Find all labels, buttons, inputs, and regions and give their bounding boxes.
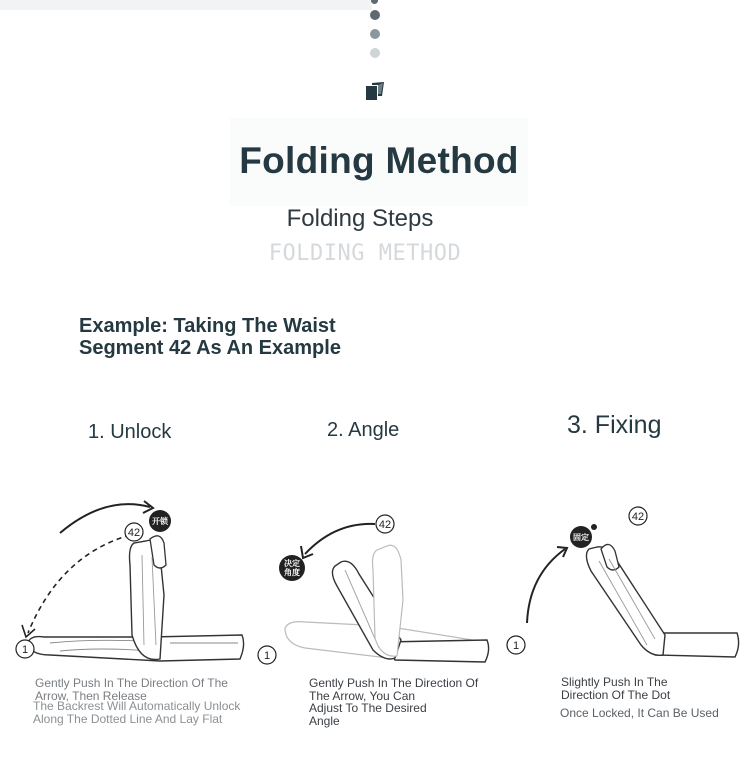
fold-icon <box>364 80 386 102</box>
example-line-2: Segment 42 As An Example <box>79 337 341 359</box>
pagination-dot-3 <box>370 29 380 39</box>
pagination-dot-4 <box>370 48 380 58</box>
step-2-label: 2. Angle <box>327 419 400 441</box>
segment-42-marker <box>376 515 394 533</box>
segment-number: 42 <box>378 519 392 531</box>
unlock-illustration <box>10 495 250 670</box>
position-number: 1 <box>21 644 29 656</box>
fixing-illustration <box>505 505 745 665</box>
example-caption <box>79 315 369 359</box>
unlock-badge-text: 开锁 <box>152 517 168 526</box>
step-1-result-line: The Backrest Will Automatically Unlock <box>33 699 241 713</box>
step-1-result-line: Along The Dotted Line And Lay Flat <box>33 711 223 726</box>
step-2-description-line: Angle <box>309 713 340 728</box>
fixing-badge <box>570 526 592 548</box>
angle-illustration <box>255 510 495 675</box>
step-1-description-line: Arrow, Then Release <box>35 688 147 703</box>
step-2-description <box>309 677 489 727</box>
step-3-label: 3. Fixing <box>567 411 662 439</box>
step-2-description-line: The Arrow, You Can <box>309 688 416 703</box>
segment-number: 42 <box>127 527 141 539</box>
step-2-description-line: Gently Push In The Direction Of <box>309 676 479 690</box>
angle-badge-text-2: 角度 <box>284 568 300 577</box>
page-title: Folding Method <box>230 118 528 206</box>
segment-number: 42 <box>631 511 645 523</box>
fixing-badge-text: 固定 <box>573 533 589 542</box>
position-number: 1 <box>512 640 520 652</box>
unlock-badge <box>149 510 171 532</box>
position-1-marker <box>16 640 34 658</box>
segment-42-marker <box>629 507 647 525</box>
step-3-description-line: Direction Of The Dot <box>561 687 671 702</box>
position-number: 1 <box>263 650 271 662</box>
segment-42-marker <box>125 523 143 541</box>
position-1-marker <box>258 646 276 664</box>
step-3-result-line: Once Locked, It Can Be Used <box>560 706 719 720</box>
step-1-description-line: Gently Push In The Direction Of The <box>35 676 228 690</box>
step-1-label: 1. Unlock <box>88 421 172 443</box>
step-3-description <box>561 676 701 701</box>
step-3-description-line: Slightly Push In The <box>561 675 668 689</box>
angle-badge-text-1: 决定 <box>284 559 300 568</box>
example-line-1: Example: Taking The Waist <box>79 315 336 337</box>
step-2-description-line: Adjust To The Desired <box>309 701 427 715</box>
lock-dot-icon <box>591 524 597 530</box>
position-1-marker <box>507 636 525 654</box>
step-1-result-description <box>33 700 263 725</box>
pagination-dot-1 <box>371 0 378 4</box>
page-subtitle-english: FOLDING METHOD <box>268 241 462 266</box>
pagination-dot-2 <box>370 10 380 20</box>
step-3-result-description <box>560 707 730 720</box>
angle-badge <box>279 555 305 581</box>
page-subtitle: Folding Steps <box>286 205 434 232</box>
top-strip <box>0 0 372 10</box>
